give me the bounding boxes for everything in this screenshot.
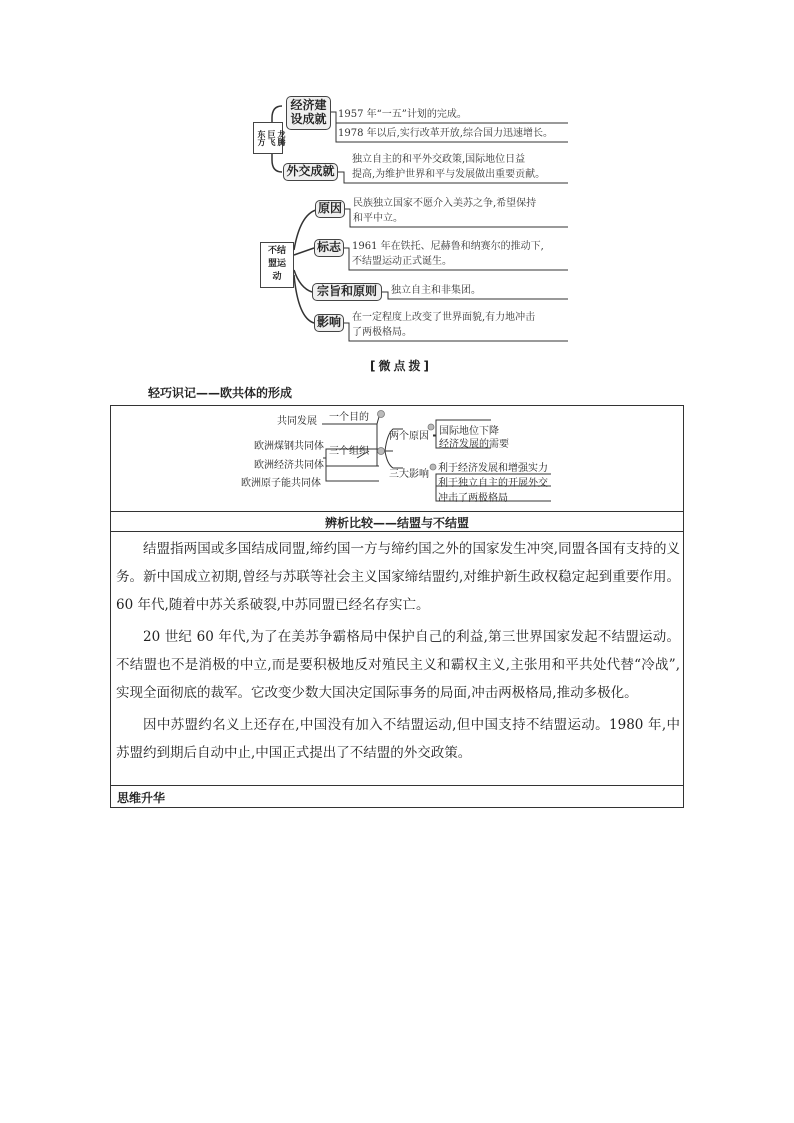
note-cause-2: 和平中立。 bbox=[353, 213, 403, 224]
branch-economic-achievements: 经济建设成就 bbox=[286, 96, 331, 130]
root2-line-3: 动 bbox=[272, 272, 282, 282]
paragraph-alliance: 结盟指两国或多国结成同盟,缔约国一方与缔约国之外的国家发生冲突,同盟各国有支持的义务。新中国成立初期,曾经与苏联等社会主义国家缔结盟约,对维护新生政权稳定起到重要作用。60 年代,随着中苏关系破裂,中苏同盟已经名存实亡。 bbox=[116, 541, 680, 613]
effects-label: 三大影响 bbox=[389, 469, 429, 480]
table-divider-1 bbox=[111, 511, 683, 512]
compare-heading: 辨析比较——结盟与不结盟 bbox=[324, 516, 469, 530]
goal-label: 一个目的 bbox=[329, 412, 369, 423]
table-divider-3 bbox=[111, 785, 683, 786]
table-divider-2 bbox=[111, 531, 683, 532]
left-item-ecsc: 欧洲煤钢共同体 bbox=[254, 441, 324, 452]
effect-3: 冲击了两极格局 bbox=[438, 493, 508, 504]
micro-tip-title: [微点拨] bbox=[370, 359, 432, 373]
branch-diplomatic-achievements: 外交成就 bbox=[283, 163, 338, 181]
note-cause-1: 民族独立国家不愿介入美苏之争,希望保持 bbox=[353, 198, 537, 209]
effect-1: 利于经济发展和增强实力 bbox=[438, 463, 548, 474]
reason-2: 经济发展的需要 bbox=[439, 439, 509, 450]
eec-diagram-connectors bbox=[111, 406, 685, 511]
mindmap1-root bbox=[253, 122, 286, 154]
effect-2: 利于独立自主的开展外交 bbox=[438, 478, 548, 489]
left-item-common-development: 共同发展 bbox=[277, 416, 317, 427]
paragraph-nonaligned: 20 世纪 60 年代,为了在美苏争霸格局中保护自己的利益,第三世界国家发起不结盟运动。不结盟也不是消极的中立,而是要积极地反对殖民主义和霸权主义,主张用和平共处代替“冷战”,实现全面彻底的裁军。它改变少数大国决定国际事务的局面,冲击两极格局,推动多极化。 bbox=[116, 629, 680, 701]
light-memory-heading: 轻巧识记——欧共体的形成 bbox=[148, 386, 293, 400]
branch-principles: 宗旨和原则 bbox=[312, 283, 382, 301]
note-principles-1: 独立自主和非集团。 bbox=[391, 285, 481, 296]
root2-line-2: 盟运 bbox=[267, 259, 286, 269]
note-diplomatic-1: 独立自主的和平外交政策,国际地位日益 bbox=[352, 154, 526, 165]
note-marker-2: 不结盟运动正式诞生。 bbox=[352, 256, 452, 267]
root2-line-1: 不结 bbox=[267, 246, 286, 256]
root-col-1: 东方 bbox=[257, 130, 266, 146]
orgs-label: 三个组织 bbox=[329, 446, 369, 457]
note-economic-2: 1978 年以后,实行改革开放,综合国力迅速增长。 bbox=[338, 128, 553, 139]
paragraph-china-policy: 因中苏盟约名义上还存在,中国没有加入不结盟运动,但中国支持不结盟运动。1980 年,中苏盟约到期后自动中止,中国正式提出了不结盟的外交政策。 bbox=[116, 717, 680, 761]
note-influence-2: 了两极格局。 bbox=[352, 327, 412, 338]
left-item-eec: 欧洲经济共同体 bbox=[254, 460, 324, 471]
note-marker-1: 1961 年在铁托、尼赫鲁和纳赛尔的推动下, bbox=[352, 241, 544, 252]
branch-influence: 影响 bbox=[314, 314, 344, 332]
note-diplomatic-2: 提高,为维护世界和平与发展做出重要贡献。 bbox=[352, 169, 546, 180]
branch-marker: 标志 bbox=[314, 239, 344, 257]
reason-1: 国际地位下降 bbox=[439, 426, 499, 437]
mindmap2-root bbox=[260, 242, 294, 288]
compare-text bbox=[116, 535, 680, 767]
note-economic-1: 1957 年“一五”计划的完成。 bbox=[338, 109, 467, 120]
note-influence-1: 在一定程度上改变了世界面貌,有力地冲击 bbox=[352, 312, 536, 323]
root-col-0: 龙腾 bbox=[277, 130, 286, 146]
branch-cause: 原因 bbox=[315, 200, 345, 218]
thinking-label: 思维升华 bbox=[117, 791, 166, 805]
reasons-label: 两个原因 bbox=[389, 431, 429, 442]
root-col-2: 巨飞 bbox=[267, 130, 276, 146]
left-item-euratom: 欧洲原子能共同体 bbox=[241, 478, 321, 489]
content-table bbox=[110, 405, 684, 808]
